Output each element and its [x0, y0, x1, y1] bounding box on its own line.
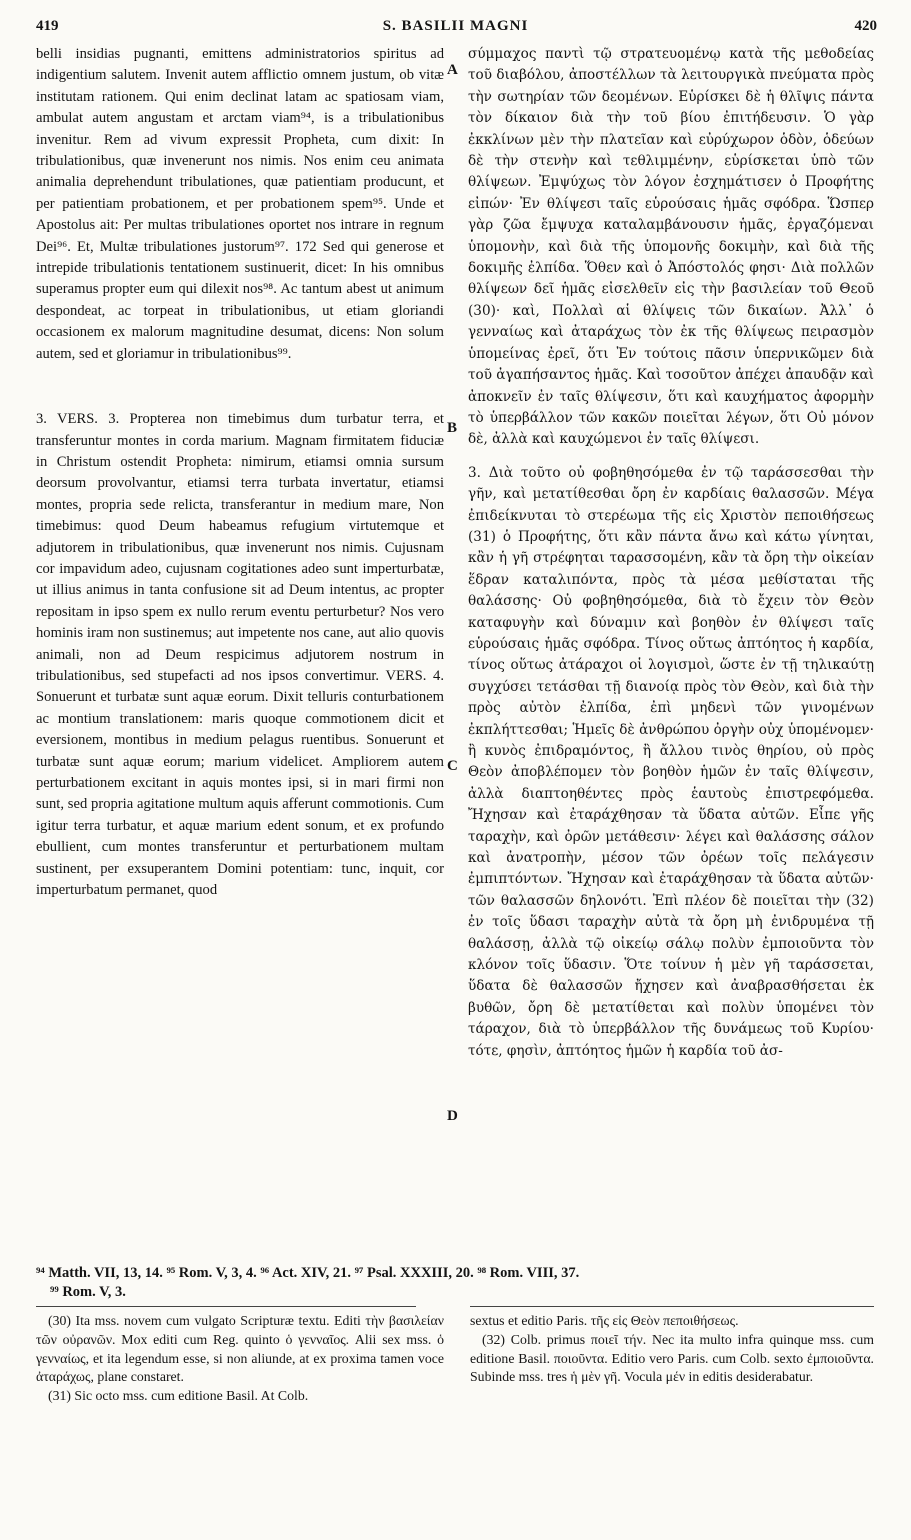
footnote-31: (31) Sic octo mss. cum editione Basil. At Colb.	[48, 1388, 309, 1404]
footnote-divider-right	[470, 1306, 874, 1307]
latin-paragraph-1: belli insidias pugnanti, emittens administratorios spiritus ad indigentium salutem. Invenit autem afflictio omnem justum, ob vitæ institutam rationem. Qui enim declinat latam ac spatiosam viam, ambulat autem angustam et arctam viam⁹⁴, is a tribulationibus invenitur. Rem ad vivum expressit Propheta, cum dixit: In tribulationibus, quæ invenerunt nos nimis. Nos enim ceu animata animalia deprehendunt tribulationes, quæ patientiam producunt, et per patientiam probationem, et per probationem spem⁹⁵. Unde et Apostolus ait: Per multas tribulationes oportet nos intrare in regnum Dei⁹⁶. Et, Multæ tribulationes justorum⁹⁷. 172 Sed qui generose et intrepide tribulationis tentationem sustinuerit, dicet: In his omnibus superamus propter eum qui dilexit nos⁹⁸. Ac tantum abest ut animum despondeat, ac torpeat in tribulationibus, ut etiam gloriandi occasionem ex malorum magnitudine desumat, dicens: Non solum autem, sed et gloriamur in tribulationibus⁹⁹.	[36, 46, 444, 362]
page-number-right: 420	[854, 18, 877, 34]
running-title: S. BASILII MAGNI	[382, 18, 529, 34]
footnote-32: (32) Colb. primus ποιεῖ τήν. Nec ita multo infra quinque mss. cum editione Basil. ποιοῦντα. Editio vero Paris. cum Colb. sexto ἐμποιοῦντα. Subinde mss. tres ἡ μὲν γῆ. Vocula μέν in editis desiderabatur.	[470, 1331, 874, 1385]
margin-letter-c: C	[447, 758, 458, 774]
margin-letter-d: D	[447, 1108, 458, 1124]
latin-paragraph-2: 3. VERS. 3. Propterea non timebimus dum turbatur terra, et transferuntur montes in corda marium. Magnam firmitatem fiduciæ in Christum ostendit Propheta: nimirum, etiamsi omnia sursum deorsum provolvantur, etiamsi terra turbata invertatur, etiamsi montes, propria sede relicta, transferantur in medium mare, Non timebimus: quod Deum habeamus refugium virtutemque et adjutorem in tribulationibus, quæ invenerunt nos nimis. Cujusnam cor impavidum adeo, cujusnam cogitationes adeo sunt imperturbatæ, ut illius animus in tanta confusione sit ad Deum intentus, ac propter repositam in ipso spem ex nullo rerum eventu perturbetur? Nos vero hominis iram non sustinemus; aut impetente nos cane, aut alio quovis animali, non ad Deum respicimus adjutorem nostrum in tribulationibus, sed stupefacti ad nos ipsos convertimur. VERS. 4. Sonuerunt et turbatæ sunt aquæ eorum. Dixit telluris conturbationem ac montium translationem: maris quoque commotionem dicit et eversionem, montibus in medium pelagus ruentibus. Sonuerunt et turbatæ sunt aquæ eorum; marium videlicet. Ampliorem autem perturbationem excitant in aquis montes ipsi, si in mari firmi non sunt, sed propria agitatione multum aquis afferunt commotionis. Cum igitur terra turbatur, et aquæ marium edent sonum, et ex profundo ebullient, cum montes transferuntur et perturbationem multam sustinent, per exsuperantem Domini potentiam: tunc, inquit, cor imperturbatum permanet, quod	[36, 411, 444, 899]
greek-paragraph-2: 3. Διὰ τοῦτο οὐ φοβηθησόμεθα ἐν τῷ ταράσσεσθαι τὴν γῆν, καὶ μετατίθεσθαι ὄρη ἐν καρδίαις θαλασσῶν. Μέγα ἐπιδείκνυται τὸ στερέωμα τῆς εἰς Χριστὸν πεποιθήσεως (31) ὁ Προφήτης, ὅτι κἂν πάντα ἄνω καὶ κάτω γίνηται, κἂν ἡ γῆ στρέφηται ταρασσομένη, κἂν τὰ ὄρη τὴν οἰκείαν ἕδραν καταλιπόντα, πρὸς τὰ μέσα μεθίσταται τῆς θαλάσσης· Οὐ φοβηθησόμεθα, διὰ τὸ ἔχειν τὸν Θεὸν καταφυγὴν καὶ δύναμιν καὶ βοηθὸν ἐν θλίψεσι ταῖς εὑρούσαις ἡμᾶς σφόδρα. Τίνος οὕτως ἀπτόητος ἡ καρδία, τίνος οὕτως ἀτάραχοι οἱ λογισμοὶ, ὥστε ἐν τῇ τηλικαύτῃ συγχύσει τετάσθαι τῇ διανοίᾳ πρὸς τὸν Θεὸν, καὶ διὰ τὴν πρὸς αὐτὸν ἐλπίδα, ἐπὶ μηδενὶ τῶν γινομένων ἐκπλήττεσθαι; Ἡμεῖς δὲ ἀνθρώπου ὀργὴν οὐχ ὑπομένομεν· ἢ κυνὸς ἐπιδραμόντος, ἢ ἄλλου τινὸς θηρίου, οὐ πρὸς Θεὸν ἀποβλέπομεν τὸν βοηθὸν ἡμῶν ἐν ταῖς θλίψεσιν, ἀλλὰ διαπτοηθέντες πρὸς ἑαυτοὺς ἐπιστρεφόμεθα. Ἤχησαν καὶ ἐταράχθησαν τὰ ὕδατα αὐτῶν. Εἶπε γῆς ταραχὴν, καὶ ὀρῶν μετάθεσιν· λέγει καὶ θαλάσσης σάλον καὶ ἀνατροπὴν, μέσον τῶν ὀρέων τοῖς πελάγεσιν ἐμπιπτόντων. Ἤχησαν καὶ ἐταράχθησαν τὰ ὕδατα αὐτῶν· τῶν θαλασσῶν δηλονότι. Ἐπὶ πλέον δὲ ποιεῖται τὴν (32) ἐν τοῖς ὕδασι ταραχὴν αὐτὰ τὰ ὄρη μὴ ἐνιδρυμένα τῇ θαλάσσῃ, ἀλλὰ τῷ οἰκείῳ σάλῳ πολὺν ἐμποιοῦντα τὸν κλόνον τοῖς ὕδασιν. Ὅτε τοίνυν ἡ μὲν γῆ ταράσσεται, ὕδατα δὲ θαλασσῶν ἤχησεν καὶ ἀναβρασθήσεται ἐκ βυθῶν, ὄρη δὲ μετατίθεται καὶ πολὺν ὑπομένει τὸν τάραχον, διὰ τὸ ὑπερβάλλον τῆς δυνάμεως τοῦ Κυρίου· τότε, φησὶν, ἀπτόητος ἡμῶν ἡ καρδία τοῦ ἀσ-	[468, 464, 874, 1059]
footnotes-left	[36, 1312, 444, 1406]
margin-letter-b: B	[447, 420, 458, 436]
page-number-left: 419	[36, 18, 59, 34]
latin-column	[36, 44, 444, 1256]
footnotes-right	[470, 1312, 874, 1387]
paragraph-gap	[36, 365, 444, 409]
greek-column	[468, 44, 874, 1256]
references-line-2: ⁹⁹ Rom. V, 3.	[50, 1284, 126, 1300]
scripture-references	[36, 1264, 876, 1302]
page-header	[30, 18, 881, 40]
paragraph-gap	[468, 451, 874, 463]
footnote-31-continued: sextus et editio Paris. τῆς εἰς Θεὸν πεποιθήσεως.	[470, 1313, 739, 1328]
references-line-1: ⁹⁴ Matth. VII, 13, 14. ⁹⁵ Rom. V, 3, 4. ⁹⁶ Act. XIV, 21. ⁹⁷ Psal. XXXIII, 20. ⁹⁸ Rom. VIII, 37.	[36, 1265, 580, 1281]
footnote-divider-left	[36, 1306, 416, 1307]
footnote-30: (30) Ita mss. novem cum vulgato Scripturæ textu. Editi τὴν βασιλείαν τῶν οὐρανῶν. Mox editi cum Reg. quinto ὁ γενναῖος. Alii sex mss. ὁ γενναίως, et ita legendum esse, si non aliunde, at ex proxima tamen voce ἀταράχως, plane constaret.	[36, 1313, 444, 1385]
margin-letter-a: A	[447, 62, 458, 78]
greek-paragraph-1: σύμμαχος παντὶ τῷ στρατευομένῳ κατὰ τῆς μεθοδείας τοῦ διαβόλου, ἀποστέλλων τὰ λειτουργικὰ πνεύματα πρὸς τὴν σωτηρίαν τῶν δεομένων. Εὑρίσκει δὲ ἡ θλῖψις πάντα τὸν δίκαιον διὰ τὴν τοῦ βίου ἐπιτήδευσιν. Ὁ γὰρ ἐκκλίνων μὲν τὴν πλατεῖαν καὶ εὐρύχωρον ὁδὸν, ὁδεύων δὲ τὴν στενὴν καὶ τεθλιμμένην, εὑρίσκεται ὑπὸ τῶν θλίψεων. Ἐμψύχως τὸν λόγον ἐσχημάτισεν ὁ Προφήτης εἰπών· Ἐν θλίψεσι ταῖς εὑρούσαις ἡμᾶς σφόδρα. Ὥσπερ γὰρ ζῶα ἔμψυχα καταλαμβάνουσιν ἡμᾶς, ἐργαζόμεναι ὑπομονὴν, καὶ διὰ τῆς ὑπομονῆς δοκιμὴν, καὶ διὰ τῆς δοκιμῆς ἐλπίδα. Ὅθεν καὶ ὁ Ἀπόστολός φησι· Διὰ πολλῶν θλίψεων δεῖ ἡμᾶς εἰσελθεῖν εἰς τὴν βασιλείαν τοῦ Θεοῦ (30)· καὶ, Πολλαὶ αἱ θλίψεις τῶν δικαίων. Ἀλλ᾽ ὁ γενναίως καὶ ἀταράχως τὸν ἐκ τῆς θλίψεως πειρασμὸν ὑπομείνας ἐρεῖ, ὅτι Ἐν τούτοις πᾶσιν ὑπερνικῶμεν διὰ τοῦ ἀγαπήσαντος ἡμᾶς. Καὶ τοσοῦτον ἀπέχει ἀπαυδᾷν καὶ ἀποκνεῖν ἐν ταῖς θλίψεσιν, ὅτι καὶ καυχήματος ἀφορμὴν τὸ ὑπερβάλλον τῶν κακῶν ποιεῖται λέγων, ὅτι Οὐ μόνον δὲ, ἀλλὰ καὶ καυχώμενοι ἐν ταῖς θλίψεσι.	[468, 46, 874, 448]
